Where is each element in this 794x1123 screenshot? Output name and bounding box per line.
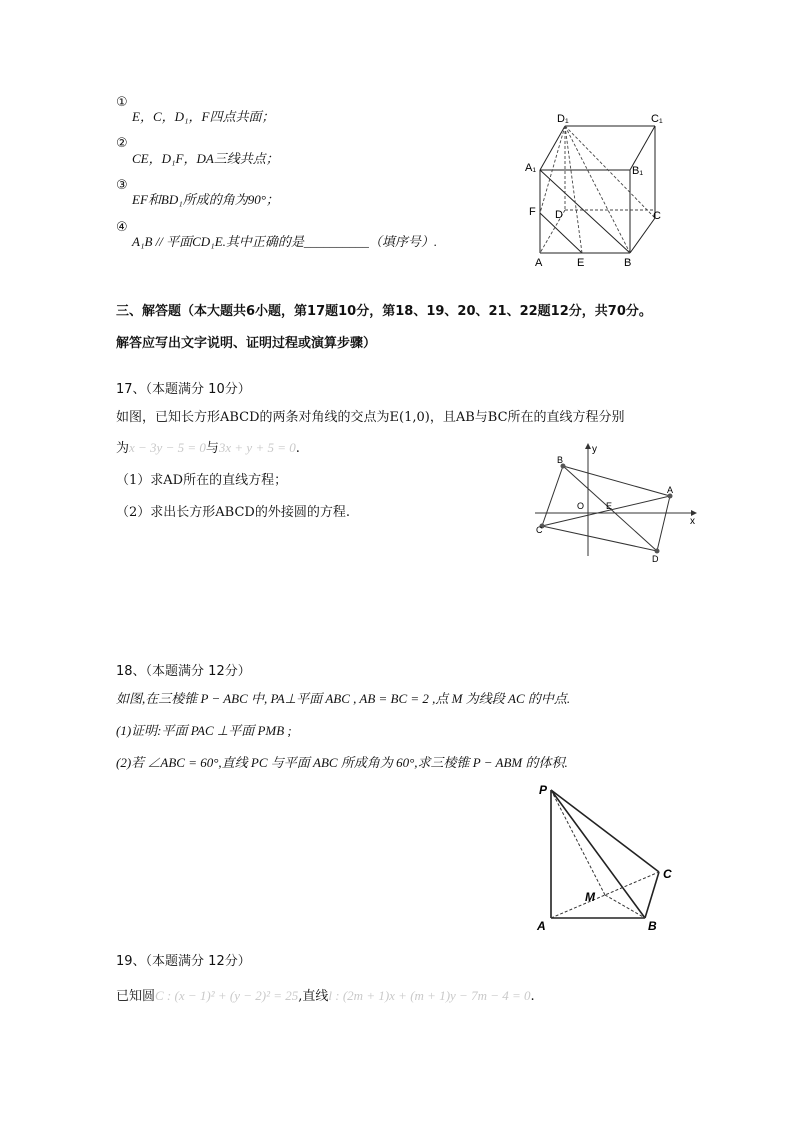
- q17-line2-post: .: [295, 441, 300, 456]
- q17-eq-ab: x − 3y − 5 = 0: [129, 440, 206, 455]
- q19-post: .: [530, 989, 535, 1004]
- cube-label-c1: C₁: [651, 113, 663, 125]
- q17-label-e: E: [606, 501, 613, 511]
- cube-label-a: A: [535, 257, 543, 269]
- option-2-text: CE，D₁F，DA三线共点；: [132, 151, 279, 166]
- q18-part2: (2)若 ∠ABC = 60°,直线 PC 与平面 ABC 所成角为 60°,求三棱锥 P − ABM 的体积.: [116, 755, 568, 770]
- q17-label-o: O: [577, 501, 585, 511]
- cube-label-a1: A₁: [525, 162, 537, 174]
- q17-part1: （1）求AD所在的直线方程；: [116, 473, 288, 488]
- q17-line2-pre: 为: [116, 441, 130, 456]
- cube-label-e: E: [577, 257, 585, 269]
- q18-part1: (1)证明:平面 PAC ⊥平面 PMB ;: [116, 723, 292, 738]
- cube-label-d1: D₁: [557, 113, 569, 125]
- option-4-marker: ④: [116, 220, 128, 235]
- q19-heading: 19、（本题满分 12分）: [116, 954, 251, 969]
- q17-line2-mid: 与: [205, 441, 219, 456]
- q17-figure: [530, 438, 702, 564]
- cube-figure: [520, 108, 680, 270]
- q19-line-eq: l : (2m + 1)x + (m + 1)y − 7m − 4 = 0: [328, 988, 531, 1003]
- q19-line: [116, 985, 535, 1004]
- option-4-text: A₁B // 平面CD₁E.其中正确的是__________（填序号）.: [132, 234, 438, 249]
- cube-label-d: D: [555, 209, 563, 221]
- q17-line2: [116, 437, 300, 456]
- option-1-text: E，C，D₁，F四点共面；: [132, 109, 275, 124]
- section3-subtitle: 解答应写出文字说明、证明过程或演算步骤）: [116, 336, 377, 351]
- option-3-marker: ③: [116, 178, 128, 193]
- q17-label-c: C: [536, 525, 543, 535]
- q17-label-d: D: [652, 554, 659, 564]
- q18-label-b: B: [648, 919, 657, 933]
- q17-eq-bc: 3x + y + 5 = 0: [218, 440, 296, 455]
- q19-pre: 已知圆: [116, 989, 156, 1004]
- q18-figure: [533, 778, 683, 938]
- q17-line1: 如图，已知长方形ABCD的两条对角线的交点为E(1,0)，且AB与BC所在的直线方程分别: [116, 410, 625, 425]
- q17-heading: 17、（本题满分 10分）: [116, 382, 251, 397]
- q19-circle-eq: C : (x − 1)² + (y − 2)² = 25: [155, 988, 299, 1003]
- cube-label-b: B: [624, 257, 632, 269]
- q18-label-c: C: [663, 867, 672, 881]
- cube-label-b1: B₁: [632, 165, 644, 177]
- cube-label-f: F: [529, 206, 536, 218]
- option-2-marker: ②: [116, 136, 128, 151]
- q18-line1: 如图,在三棱锥 P − ABC 中, PA⊥平面 ABC , AB = BC = 2 ,点 M 为线段 AC 的中点.: [116, 691, 571, 706]
- q18-label-a: A: [537, 919, 546, 933]
- cube-label-c: C: [653, 210, 661, 222]
- q17-axis-x: x: [690, 516, 695, 527]
- q17-part2: （2）求出长方形ABCD的外接圆的方程.: [116, 505, 350, 520]
- q17-label-a: A: [667, 485, 674, 495]
- q19-mid: ,直线: [298, 989, 329, 1004]
- q18-label-m: M: [585, 890, 595, 904]
- section3-title: 三、解答题（本大题共6小题，第17题10分，第18、19、20、21、22题12分，共70分。: [116, 304, 652, 319]
- option-3-text: EF和BD₁所成的角为90°；: [132, 192, 279, 207]
- q17-axis-y: y: [592, 444, 597, 455]
- q17-label-b: B: [557, 455, 564, 465]
- option-1-marker: ①: [116, 95, 128, 110]
- q18-heading: 18、（本题满分 12分）: [116, 664, 251, 679]
- q18-label-p: P: [539, 783, 548, 797]
